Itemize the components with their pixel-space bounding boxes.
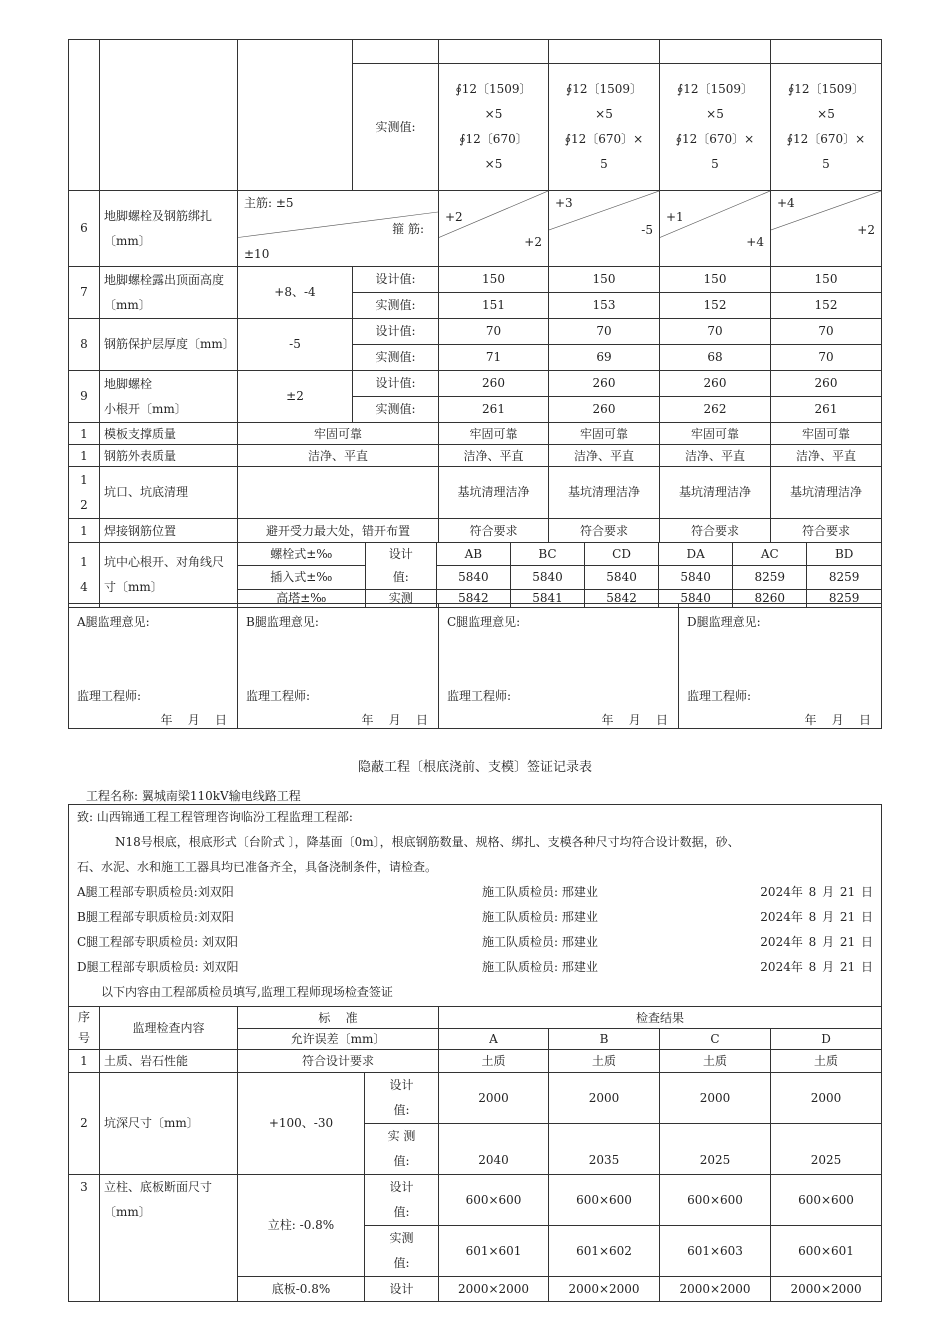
value-b: 符合要求 xyxy=(549,519,660,543)
design-bc: 5840 xyxy=(510,566,584,589)
request-body-1: N18号根底，根底形式〔台阶式 〕，降基面〔0m〕，根底钢筋数量、规格、绑扎、支模各种尺寸均符合设计数据，砂、 xyxy=(115,835,740,849)
cell xyxy=(549,40,660,64)
measured-a: 71 xyxy=(439,345,549,371)
design-label: 设计值: xyxy=(353,371,439,397)
value-b: 土质 xyxy=(549,1050,660,1073)
project-name: 工程名称: 翼城南梁110kV输电线路工程 xyxy=(86,789,301,803)
measured-b: 601×602 xyxy=(549,1226,660,1277)
std-main: 主筋: ±5 xyxy=(244,196,294,210)
header-no: 序 号 xyxy=(69,1007,100,1050)
measured-c: 152 xyxy=(660,293,771,319)
cell xyxy=(660,40,771,64)
value-c: 牢固可靠 xyxy=(660,423,771,445)
design-c: 70 xyxy=(660,319,771,345)
measured-a: 2040 xyxy=(439,1124,549,1175)
header-standard: 标 准 xyxy=(238,1007,439,1029)
header-content: 监理检查内容 xyxy=(100,1007,238,1050)
header-ab: AB xyxy=(436,543,510,566)
value-d: 牢固可靠 xyxy=(771,423,882,445)
row-item: 坑深尺寸〔mm〕 xyxy=(100,1073,238,1175)
diag-bottom: +2 xyxy=(857,223,875,237)
value-c: 土质 xyxy=(660,1050,771,1073)
header-col-c: C xyxy=(660,1029,771,1050)
design-b: 2000 xyxy=(549,1073,660,1124)
cell xyxy=(439,40,549,64)
measured-a: 601×601 xyxy=(439,1226,549,1277)
design-d: 150 xyxy=(771,267,882,293)
header-ac: AC xyxy=(733,543,807,566)
header-da: DA xyxy=(659,543,733,566)
tolerance: 立柱: -0.8% xyxy=(238,1175,365,1277)
signer-left: D腿工程部专职质检员: 刘双阳 xyxy=(77,960,239,974)
opinion-c xyxy=(439,604,679,729)
value-b: 基坑清理洁净 xyxy=(549,467,660,519)
design-b: 260 xyxy=(549,371,660,397)
design-d: 2000 xyxy=(771,1073,882,1124)
measured-da: 5840 xyxy=(659,589,733,607)
value-a: 牢固可靠 xyxy=(439,423,549,445)
value-b: 牢固可靠 xyxy=(549,423,660,445)
base-design-d: 2000×2000 xyxy=(771,1277,882,1302)
signer-date: 2024年 8 月 21 日 xyxy=(760,935,873,949)
design-c: 600×600 xyxy=(660,1175,771,1226)
design-label: 设计 值: xyxy=(365,1175,439,1226)
signer-date: 2024年 8 月 21 日 xyxy=(760,885,873,899)
row-no: 1 xyxy=(69,423,100,445)
rebar-value-b: ∮12〔1509〕 ×5 ∮12〔670〕× 5 xyxy=(549,64,660,191)
design-b: 600×600 xyxy=(549,1175,660,1226)
design-bd: 8259 xyxy=(807,566,881,589)
row-item xyxy=(100,40,238,191)
measured-c: 2025 xyxy=(660,1124,771,1175)
diag-cell-a xyxy=(439,191,549,267)
row-std xyxy=(238,40,353,191)
diag-top: +3 xyxy=(555,196,573,210)
row-item: 土质、岩石性能 xyxy=(100,1050,238,1073)
tol-line: 高塔±‰ xyxy=(238,589,365,607)
tol-line: 插入式±‰ xyxy=(238,566,365,589)
design-a: 2000 xyxy=(439,1073,549,1124)
standard: 符合设计要求 xyxy=(238,1050,439,1073)
header-col-d: D xyxy=(771,1029,882,1050)
mid-line: 值: xyxy=(365,566,436,589)
measured-a: 261 xyxy=(439,397,549,423)
design-b: 70 xyxy=(549,319,660,345)
date-label: 年 月 日 xyxy=(601,713,668,727)
design-c: 260 xyxy=(660,371,771,397)
inspection-table-2 xyxy=(68,1006,882,1302)
mid-line: 实测 xyxy=(365,589,436,607)
row-no xyxy=(69,40,100,191)
design-a: 70 xyxy=(439,319,549,345)
design-label: 设计值: xyxy=(353,267,439,293)
row-item: 坑口、坑底清理 xyxy=(100,467,238,519)
opinion-label: B腿监理意见: xyxy=(246,615,319,629)
mid-line: 设计 xyxy=(365,543,436,566)
diag-top: +4 xyxy=(777,196,795,210)
diag-bottom: -5 xyxy=(641,223,653,237)
signer-mid: 施工队质检员: 邢建业 xyxy=(482,910,598,924)
standard: 牢固可靠 xyxy=(238,423,439,445)
addressee: 致: 山西锦通工程工程管理咨询临汾工程监理工程部: xyxy=(77,810,353,824)
date-label: 年 月 日 xyxy=(361,713,428,727)
row-no: 1 4 xyxy=(69,543,100,608)
design-c: 2000 xyxy=(660,1073,771,1124)
value-d: 基坑清理洁净 xyxy=(771,467,882,519)
diag-cell-c xyxy=(660,191,771,267)
header-col-a: A xyxy=(439,1029,549,1050)
row-no: 1 xyxy=(69,445,100,467)
row-item: 地脚螺栓露出顶面高度〔mm〕 xyxy=(100,267,238,319)
measured-label: 实测值: xyxy=(353,293,439,319)
row-item: 地脚螺栓 小根开〔mm〕 xyxy=(100,371,238,423)
measured-d: 600×601 xyxy=(771,1226,882,1277)
row-no: 1 xyxy=(69,1050,100,1073)
row-item: 钢筋保护层厚度〔mm〕 xyxy=(100,319,238,371)
value-d: 符合要求 xyxy=(771,519,882,543)
value-a: 基坑清理洁净 xyxy=(439,467,549,519)
diagonal-line xyxy=(439,191,548,266)
row-no: 6 xyxy=(69,191,100,267)
measured-bc: 5841 xyxy=(510,589,584,607)
measured-b: 153 xyxy=(549,293,660,319)
base-design-a: 2000×2000 xyxy=(439,1277,549,1302)
value-d: 土质 xyxy=(771,1050,882,1073)
measured-label: 实 测 值: xyxy=(365,1124,439,1175)
header-tolerance: 允许误差〔mm〕 xyxy=(238,1029,439,1050)
cell xyxy=(771,40,882,64)
value-c: 符合要求 xyxy=(660,519,771,543)
standard xyxy=(238,467,439,519)
rootopen-subtable-cell xyxy=(238,543,882,608)
row-no: 2 xyxy=(69,1073,100,1175)
opinion-label: C腿监理意见: xyxy=(447,615,521,629)
design-b: 150 xyxy=(549,267,660,293)
request-body-2: 石、水泥、水和施工工器具均已准备齐全，具备浇制条件，请检查。 xyxy=(77,860,438,874)
row-no: 1 2 xyxy=(69,467,100,519)
measured-c: 601×603 xyxy=(660,1226,771,1277)
design-c: 150 xyxy=(660,267,771,293)
supervision-opinions xyxy=(68,603,882,729)
value-a: 洁净、平直 xyxy=(439,445,549,467)
signer-mid: 施工队质检员: 邢建业 xyxy=(482,960,598,974)
signer-mid: 施工队质检员: 邢建业 xyxy=(482,885,598,899)
design-a: 260 xyxy=(439,371,549,397)
value-d: 洁净、平直 xyxy=(771,445,882,467)
measured-d: 2025 xyxy=(771,1124,882,1175)
opinion-label: A腿监理意见: xyxy=(77,615,150,629)
design-label: 设计 xyxy=(365,1277,439,1302)
measured-bd: 8259 xyxy=(828,590,860,605)
signer-left: B腿工程部专职质检员:刘双阳 xyxy=(77,910,234,924)
design-da: 5840 xyxy=(659,566,733,589)
measured-b: 2035 xyxy=(549,1124,660,1175)
header-result: 检查结果 xyxy=(439,1007,882,1029)
opinion-b xyxy=(238,604,439,729)
design-a: 150 xyxy=(439,267,549,293)
diag-bottom: +4 xyxy=(746,235,764,249)
measured-b: 69 xyxy=(549,345,660,371)
design-ab: 5840 xyxy=(436,566,510,589)
design-d: 600×600 xyxy=(771,1175,882,1226)
row-no: 8 xyxy=(69,319,100,371)
value-c: 洁净、平直 xyxy=(660,445,771,467)
signer-date: 2024年 8 月 21 日 xyxy=(760,910,873,924)
measured-label: 实测值: xyxy=(353,345,439,371)
tolerance: +8、-4 xyxy=(238,267,353,319)
measured-ac: 8260 xyxy=(733,589,807,607)
value-a: 土质 xyxy=(439,1050,549,1073)
std-stirrup: 箍 筋: xyxy=(392,222,424,236)
base-design-b: 2000×2000 xyxy=(549,1277,660,1302)
base-tolerance: 底板-0.8% xyxy=(238,1277,365,1302)
rebar-value-d: ∮12〔1509〕 ×5 ∮12〔670〕× 5 xyxy=(771,64,882,191)
diag-top: +2 xyxy=(445,210,463,224)
value-c: 基坑清理洁净 xyxy=(660,467,771,519)
engineer-label: 监理工程师: xyxy=(77,689,142,703)
row-item: 钢筋外表质量 xyxy=(100,445,238,467)
date-label: 年 月 日 xyxy=(804,713,871,727)
measured-label: 实测值: xyxy=(353,64,439,191)
measured-d: 261 xyxy=(771,397,882,423)
header-bc: BC xyxy=(510,543,584,566)
row-item: 坑中心根开、对角线尺寸〔mm〕 xyxy=(100,543,238,608)
diag-top: +1 xyxy=(666,210,684,224)
engineer-label: 监理工程师: xyxy=(246,689,311,703)
signer-date: 2024年 8 月 21 日 xyxy=(760,960,873,974)
header-bd: BD xyxy=(807,543,881,566)
design-label: 设计 值: xyxy=(365,1073,439,1124)
value-a: 符合要求 xyxy=(439,519,549,543)
row-item: 焊接钢筋位置 xyxy=(100,519,238,543)
opinion-label: D腿监理意见: xyxy=(687,615,761,629)
measured-d: 70 xyxy=(771,345,882,371)
measured-ab: 5842 xyxy=(436,589,510,607)
std-diagonal-cell xyxy=(238,191,439,267)
row-no: 1 xyxy=(69,519,100,543)
measured-b: 260 xyxy=(549,397,660,423)
diagonal-line xyxy=(660,191,770,266)
row-no: 7 xyxy=(69,267,100,319)
opinion-a xyxy=(69,604,238,729)
signer-mid: 施工队质检员: 邢建业 xyxy=(482,935,598,949)
header-col-b: B xyxy=(549,1029,660,1050)
design-label: 设计值: xyxy=(353,319,439,345)
design-ac: 8259 xyxy=(733,566,807,589)
signer-left: C腿工程部专职质检员: 刘双阳 xyxy=(77,935,239,949)
rebar-value-a: ∮12〔1509〕 ×5 ∮12〔670〕 ×5 xyxy=(439,64,549,191)
design-a: 600×600 xyxy=(439,1175,549,1226)
row-item: 模板支撑质量 xyxy=(100,423,238,445)
tol-line: 螺栓式±‰ xyxy=(238,543,365,566)
engineer-label: 监理工程师: xyxy=(687,689,752,703)
request-box xyxy=(68,804,882,1007)
diag-bottom: +2 xyxy=(524,235,542,249)
signer-left: A腿工程部专职质检员:刘双阳 xyxy=(77,885,234,899)
rebar-value-c: ∮12〔1509〕 ×5 ∮12〔670〕× 5 xyxy=(660,64,771,191)
fill-note: 以下内容由工程部质检员填写,监理工程师现场检查签证 xyxy=(101,985,393,999)
measured-cd: 5842 xyxy=(585,589,659,607)
row-no: 9 xyxy=(69,371,100,423)
header-cd: CD xyxy=(585,543,659,566)
row-item: 立柱、底板断面尺寸〔mm〕 xyxy=(100,1175,238,1302)
measured-label: 实测值: xyxy=(353,397,439,423)
std-pm10: ±10 xyxy=(244,247,270,261)
design-cd: 5840 xyxy=(585,566,659,589)
base-design-c: 2000×2000 xyxy=(660,1277,771,1302)
opinion-d xyxy=(679,604,882,729)
row-no: 3 xyxy=(69,1175,100,1302)
measured-label: 实测 值: xyxy=(365,1226,439,1277)
engineer-label: 监理工程师: xyxy=(447,689,512,703)
date-label: 年 月 日 xyxy=(160,713,227,727)
value-b: 洁净、平直 xyxy=(549,445,660,467)
design-d: 260 xyxy=(771,371,882,397)
cell xyxy=(353,40,439,64)
diag-cell-b xyxy=(549,191,660,267)
measured-d: 152 xyxy=(771,293,882,319)
tolerance: +100、-30 xyxy=(238,1073,365,1175)
inspection-table-1 xyxy=(68,39,882,608)
rootopen-subtable xyxy=(238,543,881,607)
tolerance: -5 xyxy=(238,319,353,371)
measured-a: 151 xyxy=(439,293,549,319)
design-d: 70 xyxy=(771,319,882,345)
row-item: 地脚螺栓及钢筋绑扎〔mm〕 xyxy=(100,191,238,267)
diag-cell-d xyxy=(771,191,882,267)
measured-c: 262 xyxy=(660,397,771,423)
form-title: 隐蔽工程〔根底浇前、支模〕签证记录表 xyxy=(357,760,592,775)
measured-c: 68 xyxy=(660,345,771,371)
standard: 避开受力最大处，错开布置 xyxy=(238,519,439,543)
standard: 洁净、平直 xyxy=(238,445,439,467)
tolerance: ±2 xyxy=(238,371,353,423)
